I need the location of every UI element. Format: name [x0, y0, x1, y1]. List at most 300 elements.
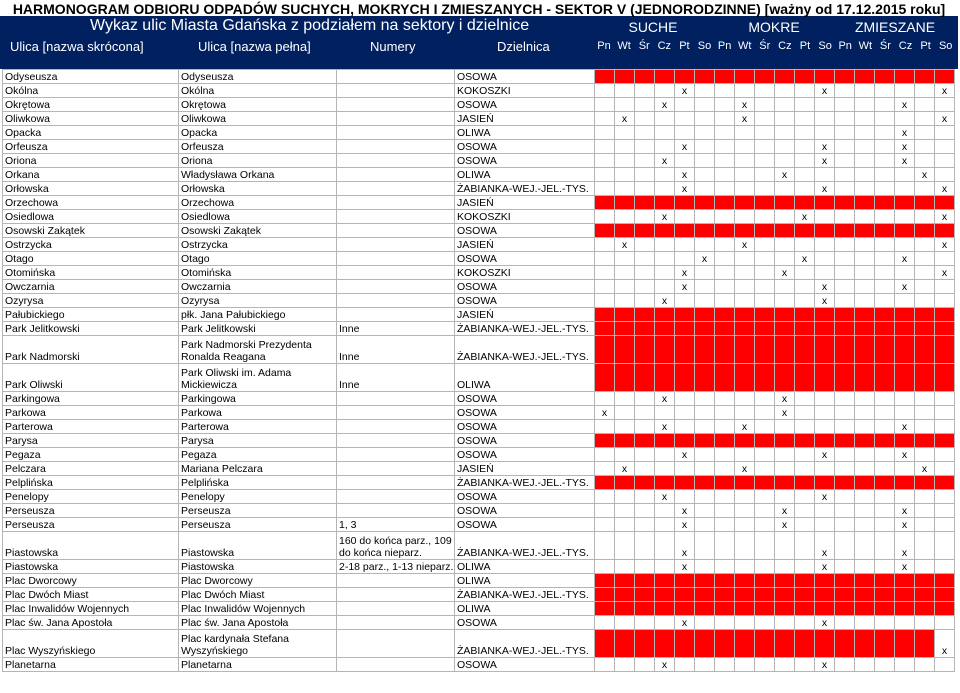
day-cell	[875, 280, 895, 294]
table-row	[3, 476, 955, 490]
day-cell	[875, 448, 895, 462]
street-full-cell: Orzechowa	[179, 196, 337, 210]
day-cell	[895, 308, 915, 322]
street-short-cell: Park Nadmorski	[3, 336, 179, 364]
day-cell	[895, 392, 915, 406]
day-cell	[615, 168, 635, 182]
day-cell	[635, 168, 655, 182]
day-cell: x	[935, 630, 955, 658]
day-cell	[875, 154, 895, 168]
day-cell	[855, 154, 875, 168]
day-cell	[855, 210, 875, 224]
day-cell	[735, 336, 755, 364]
day-cell	[635, 518, 655, 532]
day-cell	[755, 322, 775, 336]
numbers-cell: Inne	[337, 364, 455, 392]
day-cell	[655, 196, 675, 210]
day-cell	[855, 126, 875, 140]
day-cell: x	[735, 112, 755, 126]
street-short-cell: Oliwkowa	[3, 112, 179, 126]
day-cell	[795, 280, 815, 294]
day-cell	[675, 224, 695, 238]
day-cell	[615, 434, 635, 448]
day-cell	[615, 154, 635, 168]
day-cell: x	[895, 420, 915, 434]
day-cell	[635, 560, 655, 574]
day-cell	[655, 266, 675, 280]
day-cell	[735, 630, 755, 658]
numbers-cell	[337, 210, 455, 224]
day-cell	[855, 462, 875, 476]
day-cell	[635, 406, 655, 420]
day-cell: x	[815, 84, 835, 98]
numbers-cell	[337, 504, 455, 518]
day-cell	[915, 602, 935, 616]
day-cell	[755, 504, 775, 518]
day-cell	[855, 168, 875, 182]
table-row	[3, 224, 955, 238]
day-cell	[715, 266, 735, 280]
day-cell	[595, 462, 615, 476]
day-cell	[815, 322, 835, 336]
day-cell	[875, 560, 895, 574]
day-cell: x	[815, 294, 835, 308]
day-cell	[715, 196, 735, 210]
table-row	[3, 112, 955, 126]
day-cell	[835, 112, 855, 126]
day-cell: x	[795, 210, 815, 224]
day-cell	[795, 308, 815, 322]
day-cell	[915, 448, 935, 462]
day-cell	[635, 112, 655, 126]
numbers-cell	[337, 182, 455, 196]
day-cell	[795, 182, 815, 196]
day-cell	[695, 224, 715, 238]
day-cell	[895, 266, 915, 280]
day-cell	[595, 140, 615, 154]
street-full-cell: Otago	[179, 252, 337, 266]
day-cell	[795, 112, 815, 126]
day-cell: x	[655, 98, 675, 112]
day-cell	[715, 658, 735, 672]
day-cell	[675, 252, 695, 266]
street-short-cell: Plac Dwóch Miast	[3, 588, 179, 602]
day-cell	[815, 210, 835, 224]
day-cell	[715, 448, 735, 462]
day-cell	[695, 168, 715, 182]
numbers-cell	[337, 462, 455, 476]
district-cell: ŻABIANKA-WEJ.-JEL.-TYS.	[455, 532, 595, 560]
day-cell	[635, 224, 655, 238]
table-row	[3, 448, 955, 462]
day-cell	[715, 434, 735, 448]
day-cell	[875, 322, 895, 336]
day-cell	[935, 532, 955, 560]
day-cell	[855, 532, 875, 560]
day-cell	[855, 560, 875, 574]
day-cell: x	[815, 616, 835, 630]
day-cell	[735, 574, 755, 588]
day-cell	[715, 490, 735, 504]
day-cell: x	[895, 560, 915, 574]
day-cell	[595, 602, 615, 616]
day-cell	[635, 490, 655, 504]
day-cell	[655, 518, 675, 532]
day-cell	[875, 588, 895, 602]
day-cell	[755, 392, 775, 406]
day-cell	[635, 448, 655, 462]
day-cell	[895, 322, 915, 336]
day-cell	[855, 280, 875, 294]
numbers-cell: 1, 3	[337, 518, 455, 532]
day-cell: x	[895, 280, 915, 294]
street-full-cell: Perseusza	[179, 504, 337, 518]
street-full-cell: Odyseusza	[179, 70, 337, 84]
day-cell	[915, 532, 935, 560]
day-cell	[595, 98, 615, 112]
day-cell	[715, 406, 735, 420]
street-short-cell: Otago	[3, 252, 179, 266]
day-cell	[815, 588, 835, 602]
day-cell	[735, 294, 755, 308]
day-cell	[835, 490, 855, 504]
day-cell	[715, 322, 735, 336]
day-cell	[815, 308, 835, 322]
day-cell	[915, 84, 935, 98]
day-cell: x	[655, 392, 675, 406]
day-cell	[775, 252, 795, 266]
street-full-cell: Plac Dwóch Miast	[179, 588, 337, 602]
day-cell	[695, 406, 715, 420]
day-cell	[755, 406, 775, 420]
day-cell	[935, 476, 955, 490]
day-cell: x	[675, 266, 695, 280]
day-cell	[775, 70, 795, 84]
table-row	[3, 504, 955, 518]
day-cell	[935, 322, 955, 336]
street-full-cell: Parysa	[179, 434, 337, 448]
day-cell	[935, 196, 955, 210]
day-cell	[875, 252, 895, 266]
table-row	[3, 210, 955, 224]
day-cell	[735, 532, 755, 560]
day-cell	[595, 196, 615, 210]
district-cell: OSOWA	[455, 490, 595, 504]
day-cell	[615, 280, 635, 294]
day-cell	[695, 140, 715, 154]
numbers-cell	[337, 392, 455, 406]
day-cell	[655, 616, 675, 630]
day-cell	[855, 182, 875, 196]
day-cell	[735, 322, 755, 336]
street-full-cell: Orłowska	[179, 182, 337, 196]
day-cell	[775, 238, 795, 252]
day-cell	[875, 336, 895, 364]
day-cell	[855, 322, 875, 336]
page-subtitle: Wykaz ulic Miasta Gdańska z podziałem na sektory i dzielnice	[90, 17, 530, 34]
street-short-cell: Parkowa	[3, 406, 179, 420]
day-cell	[655, 336, 675, 364]
day-cell	[595, 154, 615, 168]
day-cell: x	[895, 140, 915, 154]
day-cell	[915, 476, 935, 490]
table-row	[3, 462, 955, 476]
day-cell	[715, 154, 735, 168]
day-cell	[875, 630, 895, 658]
day-cell	[755, 336, 775, 364]
day-cell	[635, 504, 655, 518]
day-header: Pn	[597, 40, 611, 52]
day-cell	[855, 504, 875, 518]
day-cell	[875, 364, 895, 392]
day-cell	[835, 406, 855, 420]
day-cell	[835, 210, 855, 224]
day-cell	[875, 504, 895, 518]
day-cell	[735, 392, 755, 406]
day-cell	[935, 462, 955, 476]
day-cell	[655, 182, 675, 196]
numbers-cell	[337, 70, 455, 84]
day-cell	[815, 434, 835, 448]
day-cell	[835, 462, 855, 476]
day-cell	[815, 224, 835, 238]
day-cell	[815, 266, 835, 280]
day-cell	[815, 168, 835, 182]
day-cell	[775, 560, 795, 574]
district-cell: OSOWA	[455, 70, 595, 84]
table-row	[3, 406, 955, 420]
day-cell	[755, 252, 775, 266]
day-cell	[615, 98, 635, 112]
day-cell	[835, 574, 855, 588]
col-header-numbers: Numery	[370, 39, 416, 54]
day-cell	[935, 140, 955, 154]
day-cell	[895, 490, 915, 504]
day-cell	[875, 434, 895, 448]
table-row	[3, 532, 955, 560]
col-header-full: Ulica [nazwa pełna]	[198, 39, 311, 54]
street-short-cell: Odyseusza	[3, 70, 179, 84]
day-cell	[915, 98, 935, 112]
day-cell	[755, 658, 775, 672]
day-cell	[875, 266, 895, 280]
day-cell	[895, 602, 915, 616]
district-cell: OLIWA	[455, 560, 595, 574]
day-cell: x	[775, 504, 795, 518]
day-cell	[915, 560, 935, 574]
district-cell: ŻABIANKA-WEJ.-JEL.-TYS.	[455, 322, 595, 336]
day-cell	[755, 602, 775, 616]
day-cell: x	[675, 448, 695, 462]
day-cell	[695, 574, 715, 588]
day-cell	[675, 392, 695, 406]
street-full-cell: Park Oliwski im. Adama Mickiewicza	[179, 364, 337, 392]
day-cell	[755, 266, 775, 280]
day-cell	[935, 406, 955, 420]
day-cell	[715, 182, 735, 196]
day-cell	[755, 588, 775, 602]
day-cell	[855, 630, 875, 658]
day-cell	[595, 616, 615, 630]
day-cell	[775, 490, 795, 504]
day-header: Wt	[737, 40, 752, 52]
day-cell	[655, 504, 675, 518]
day-cell	[655, 630, 675, 658]
day-cell	[735, 154, 755, 168]
day-cell: x	[775, 168, 795, 182]
day-cell	[775, 336, 795, 364]
day-header: Pt	[799, 40, 811, 52]
day-cell	[755, 196, 775, 210]
district-cell: OLIWA	[455, 364, 595, 392]
street-full-cell: Mariana Pelczara	[179, 462, 337, 476]
day-cell	[735, 658, 755, 672]
group-mokre: MOKRE	[748, 19, 800, 35]
day-cell	[875, 406, 895, 420]
day-cell	[695, 518, 715, 532]
day-cell	[595, 532, 615, 560]
day-cell	[795, 560, 815, 574]
street-full-cell: Otomińska	[179, 266, 337, 280]
day-cell	[615, 224, 635, 238]
day-cell	[835, 532, 855, 560]
day-cell	[915, 154, 935, 168]
day-cell	[735, 602, 755, 616]
day-cell	[695, 70, 715, 84]
day-cell	[675, 630, 695, 658]
day-cell	[855, 238, 875, 252]
street-short-cell: Penelopy	[3, 490, 179, 504]
day-cell: x	[935, 112, 955, 126]
day-cell	[615, 336, 635, 364]
day-cell	[595, 434, 615, 448]
day-cell	[875, 84, 895, 98]
day-cell	[915, 224, 935, 238]
day-cell	[795, 574, 815, 588]
day-cell	[775, 224, 795, 238]
street-full-cell: Parkowa	[179, 406, 337, 420]
day-cell	[655, 280, 675, 294]
day-cell	[935, 392, 955, 406]
table-row	[3, 322, 955, 336]
day-cell	[915, 252, 935, 266]
numbers-cell	[337, 238, 455, 252]
day-cell	[835, 84, 855, 98]
day-cell	[795, 630, 815, 658]
street-short-cell: Planetarna	[3, 658, 179, 672]
day-header: Pt	[679, 40, 690, 52]
street-short-cell: Plac św. Jana Apostoła	[3, 616, 179, 630]
day-cell	[635, 196, 655, 210]
day-cell	[675, 238, 695, 252]
day-cell	[915, 336, 935, 364]
day-cell: x	[935, 210, 955, 224]
numbers-cell	[337, 476, 455, 490]
street-full-cell: Parkingowa	[179, 392, 337, 406]
day-cell	[735, 504, 755, 518]
day-cell	[935, 434, 955, 448]
day-cell	[915, 140, 935, 154]
day-cell	[615, 84, 635, 98]
numbers-cell	[337, 448, 455, 462]
district-cell: OSOWA	[455, 658, 595, 672]
day-cell	[655, 602, 675, 616]
day-cell	[815, 196, 835, 210]
day-cell	[695, 238, 715, 252]
day-cell	[755, 70, 775, 84]
day-cell	[695, 630, 715, 658]
day-cell	[835, 126, 855, 140]
day-cell	[775, 448, 795, 462]
district-cell: OSOWA	[455, 392, 595, 406]
day-cell	[735, 140, 755, 154]
numbers-cell	[337, 602, 455, 616]
day-cell	[875, 112, 895, 126]
day-cell	[855, 406, 875, 420]
day-cell	[775, 434, 795, 448]
day-cell	[755, 518, 775, 532]
street-short-cell: Pegaza	[3, 448, 179, 462]
day-cell	[855, 98, 875, 112]
day-cell	[875, 140, 895, 154]
table-row	[3, 518, 955, 532]
table-row	[3, 308, 955, 322]
day-cell	[615, 126, 635, 140]
day-cell	[715, 336, 735, 364]
numbers-cell: 2-18 parz., 1-13 nieparz.	[337, 560, 455, 574]
day-cell	[655, 70, 675, 84]
day-cell	[615, 602, 635, 616]
day-cell	[815, 504, 835, 518]
day-cell	[675, 336, 695, 364]
street-short-cell: Oriona	[3, 154, 179, 168]
day-cell	[895, 224, 915, 238]
day-cell	[835, 182, 855, 196]
numbers-cell	[337, 574, 455, 588]
day-cell	[655, 462, 675, 476]
day-cell: x	[695, 252, 715, 266]
day-cell	[795, 588, 815, 602]
day-cell	[935, 224, 955, 238]
numbers-cell	[337, 658, 455, 672]
street-full-cell: Plac św. Jana Apostoła	[179, 616, 337, 630]
day-cell	[735, 434, 755, 448]
day-cell	[915, 280, 935, 294]
street-full-cell: płk. Jana Pałubickiego	[179, 308, 337, 322]
street-short-cell: Orkana	[3, 168, 179, 182]
day-cell	[615, 364, 635, 392]
table-row	[3, 616, 955, 630]
day-cell	[595, 336, 615, 364]
street-full-cell: Okrętowa	[179, 98, 337, 112]
day-cell	[815, 112, 835, 126]
day-cell: x	[675, 182, 695, 196]
day-cell	[655, 252, 675, 266]
day-cell	[795, 294, 815, 308]
day-cell	[915, 420, 935, 434]
day-cell	[755, 462, 775, 476]
day-cell	[635, 336, 655, 364]
day-cell	[755, 140, 775, 154]
day-cell	[895, 630, 915, 658]
street-short-cell: Orłowska	[3, 182, 179, 196]
day-header: So	[697, 40, 712, 52]
numbers-cell: 160 do końca parz., 109 do końca nieparz.	[337, 532, 455, 560]
day-header: Śr	[879, 40, 891, 52]
day-cell	[835, 322, 855, 336]
day-cell	[655, 238, 675, 252]
day-cell	[755, 616, 775, 630]
